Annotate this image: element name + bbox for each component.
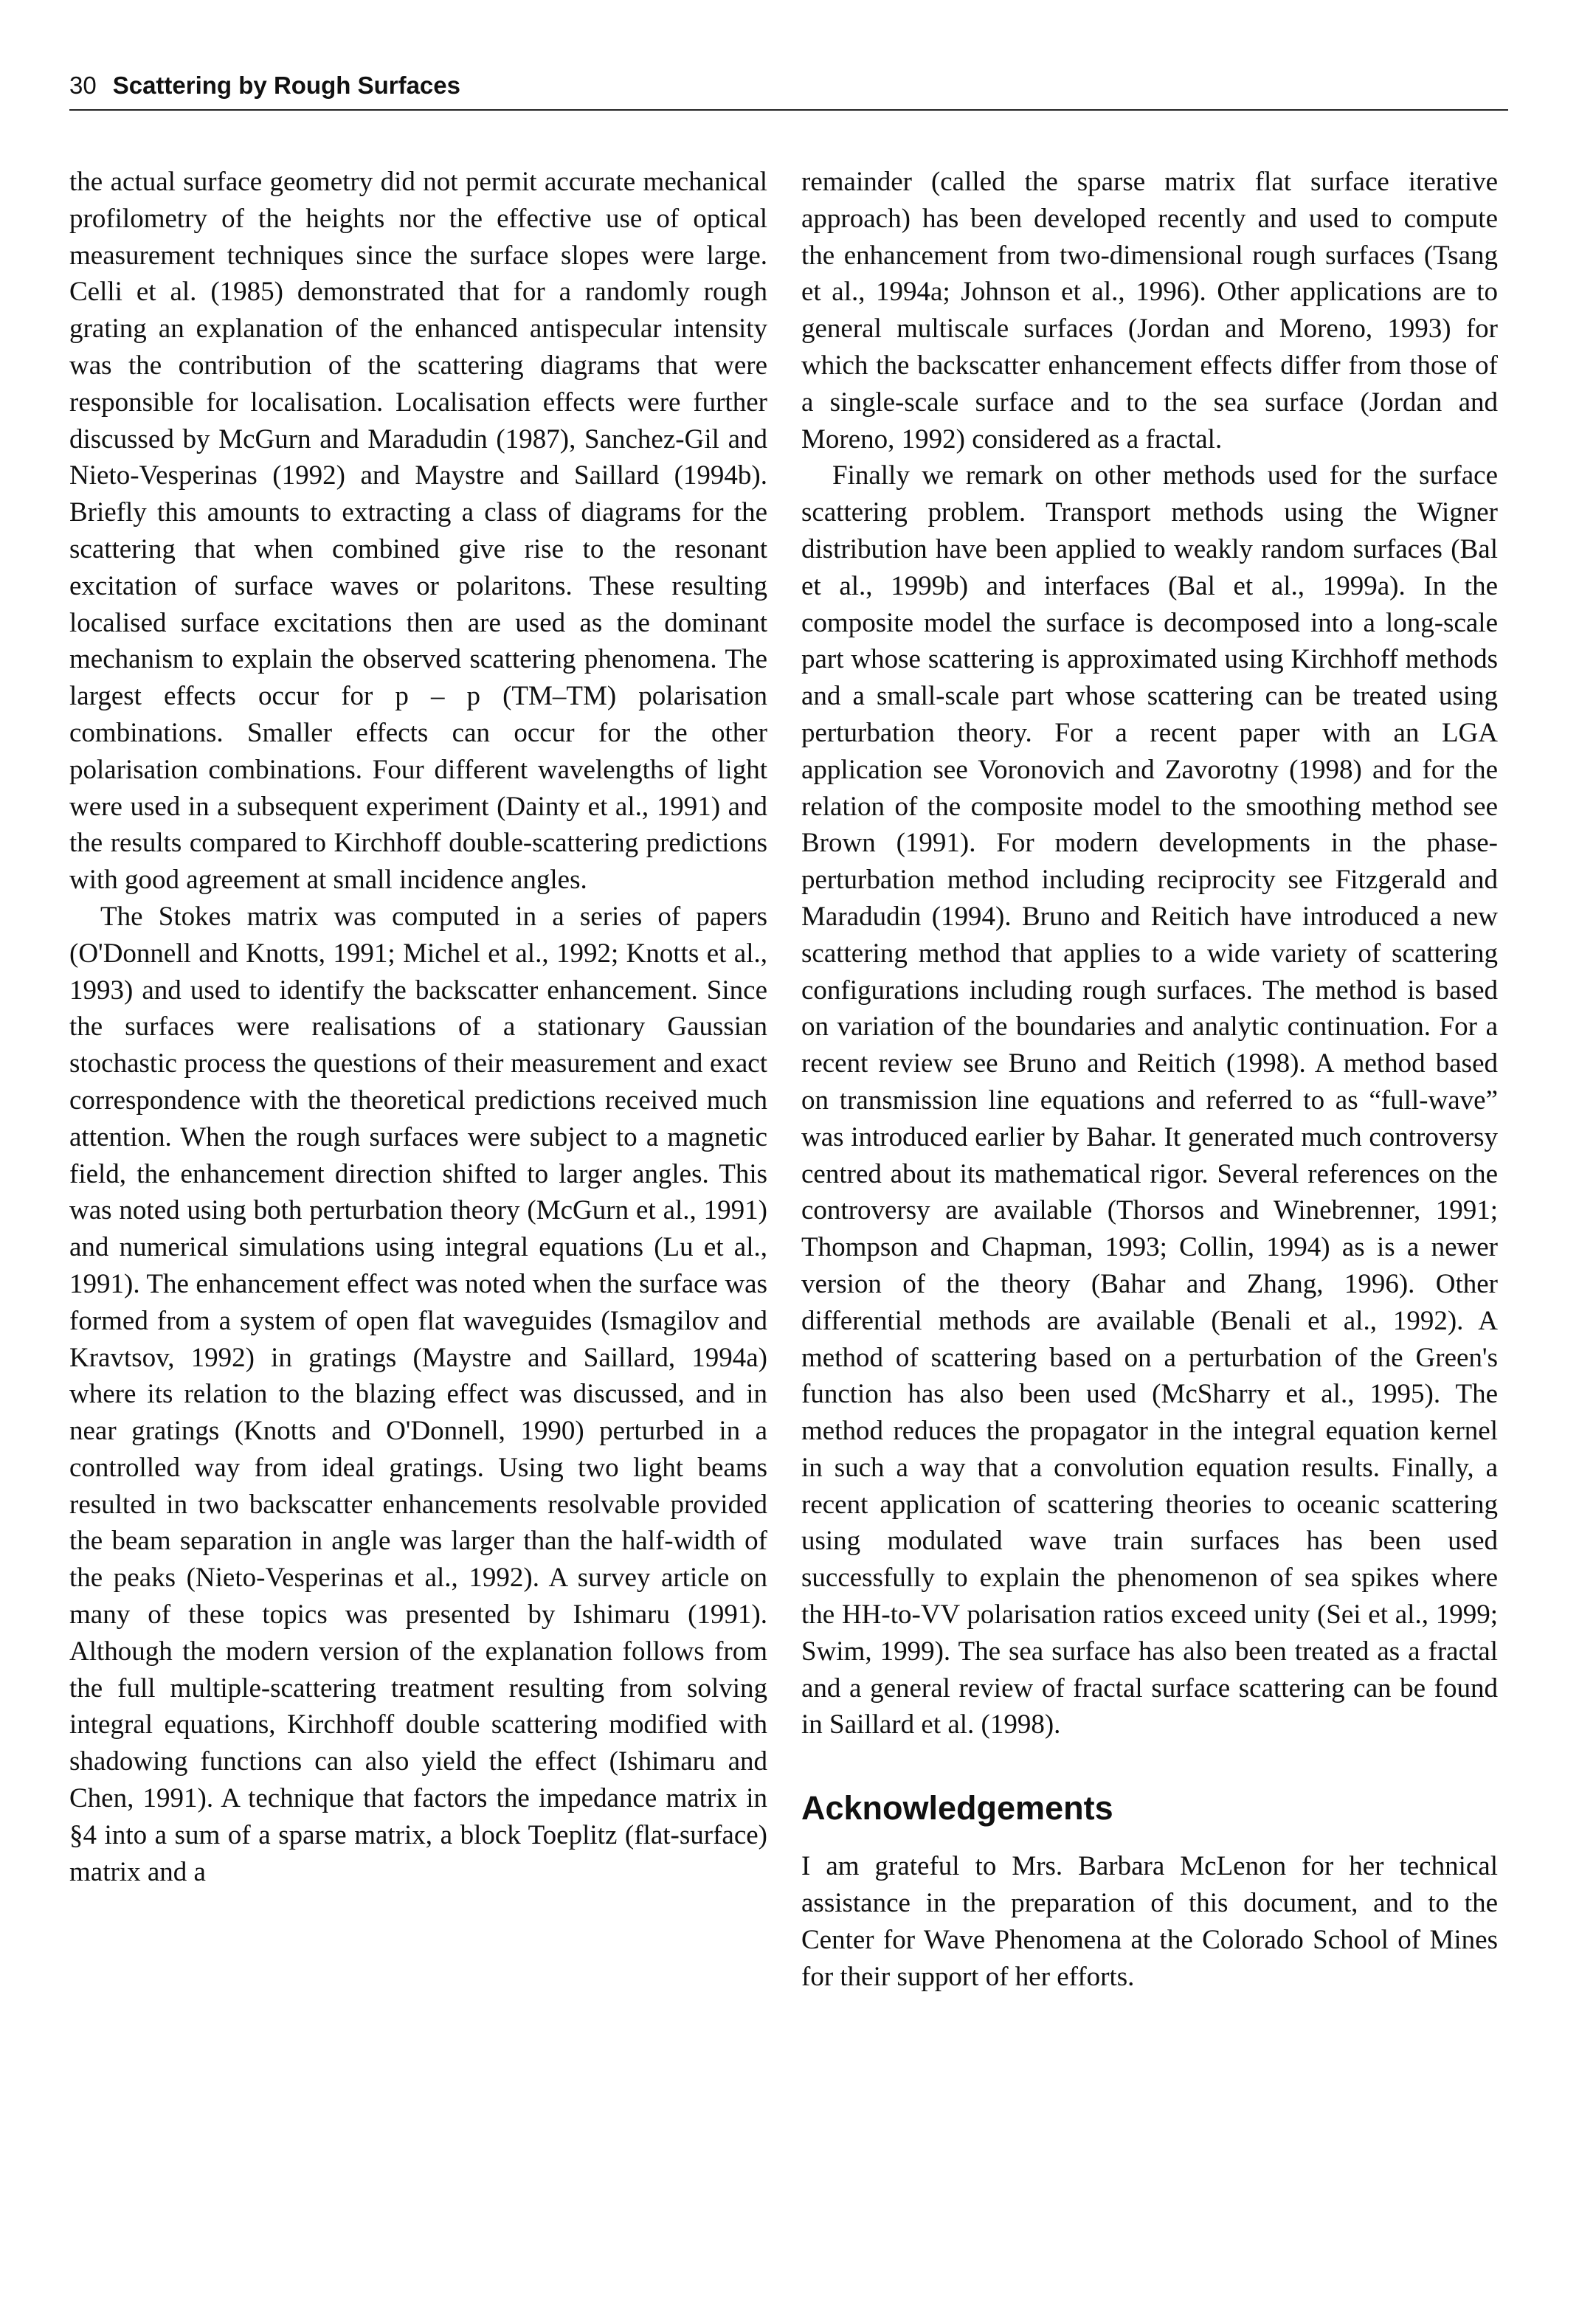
left-column [69,164,767,1890]
page-number: 30 [69,72,97,99]
running-title: Scattering by Rough Surfaces [112,72,460,99]
paragraph-other-methods: Finally we remark on other methods used for the surface scattering problem. Transport methods using the Wigner distribution have been applied to weakly random surfaces (Bal et al., 1999b) and interfaces (Bal et al., 1999a). In the composite model the surface is decomposed into a long-scale part whose scattering is approximated using Kirchhoff methods and a small-scale part whose scattering can be treated using perturbation theory. For a recent paper with an LGA application see Voronovich and Zavorotny (1998) and for the relation of the composite model to the smoothing method see Brown (1991). For modern developments in the phase-perturbation method including reciprocity see Fitzgerald and Maradudin (1994). Bruno and Reitich have introduced a new scattering method that applies to a wide variety of scattering configurations including rough surfaces. The method is based on variation of the boundaries and analytic continuation. For a recent review see Bruno and Reitich (1998). A method based on transmission line equations and referred to as “full-wave” was introduced earlier by Bahar. It generated much controversy centred about its mathematical rigor. Several references on the controversy are available (Thorsos and Winebrenner, 1991; Thompson and Chapman, 1993; Collin, 1994) as is a newer version of the theory (Bahar and Zhang, 1996). Other differential methods are available (Benali et al., 1992). A method of scattering based on a perturbation of the Green's function has also been used (McSharry et al., 1995). The method reduces the propagator in the integral equation kernel in such a way that a convolution equation results. Finally, a recent application of scattering theories to oceanic scattering using modulated wave train surfaces has been used successfully to explain the phenomenon of sea spikes where the HH-to-VV polarisation ratios exceed unity (Sei et al., 1999; Swim, 1999). The sea surface has also been treated as a fractal and a general review of fractal surface scattering can be found in Saillard et al. (1998). [801,460,1498,1740]
acknowledgements-heading: Acknowledgements [801,1789,1113,1827]
paragraph-localisation: the actual surface geometry did not permit accurate mechanical profilometry of the heights nor the effective use of optical measurement techniques since the surface slopes were large. Celli et al. (1985) demonstrated that for a randomly rough grating an explanation of the enhanced antispecular intensity was the contribution of the scattering diagrams that were responsible for localisation. Localisation effects were further discussed by McGurn and Maradudin (1987), Sanchez-Gil and Nieto-Vesperinas (1992) and Maystre and Saillard (1994b). Briefly this amounts to extracting a class of diagrams for the scattering that when combined give rise to the resonant excitation of surface waves or polaritons. These resulting localised surface excitations then are used as the dominant mechanism to explain the observed scattering phenomena. The largest effects occur for p – p (TM–TM) polarisation combinations. Smaller effects can occur for the other polarisation combinations. Four different wavelengths of light were used in a subsequent experiment (Dainty et al., 1991) and the results compared to Kirchhoff double-scattering predictions with good agreement at small incidence angles. [69,167,767,896]
running-header [69,71,1508,111]
paragraph-sparse-matrix: remainder (called the sparse matrix flat surface iterative approach) has been developed recently and used to compute the enhancement from two-dimensional rough surfaces (Tsang et al., 1994a; Johnson et al., 1996). Other applications are to general multiscale surfaces (Jordan and Moreno, 1993) for which the backscatter enhancement effects differ from those of a single-scale surface and to the sea surface (Jordan and Moreno, 1992) considered as a fractal. [801,167,1498,454]
paragraph-stokes-matrix: The Stokes matrix was computed in a series of papers (O'Donnell and Knotts, 1991; Michel et al., 1992; Knotts et al., 1993) and used to identify the backscatter enhancement. Since the surfaces were realisations of a stationary Gaussian stochastic process the questions of their measurement and exact correspondence with the theoretical predictions received much attention. When the rough surfaces were subject to a magnetic field, the enhancement direction shifted to larger angles. This was noted using both perturbation theory (McGurn et al., 1991) and numerical simulations using integral equations (Lu et al., 1991). The enhancement effect was noted when the surface was formed from a system of open flat waveguides (Ismagilov and Kravtsov, 1992) in gratings (Maystre and Saillard, 1994a) where its relation to the blazing effect was discussed, and in near gratings (Knotts and O'Donnell, 1990) perturbed in a controlled way from ideal gratings. Using two light beams resulted in two backscatter enhancements resolvable provided the beam separation in angle was larger than the half-width of the peaks (Nieto-Vesperinas et al., 1992). A survey article on many of these topics was presented by Ishimaru (1991). Although the modern version of the explanation follows from the full multiple-scattering treatment resulting from solving integral equations, Kirchhoff double scattering modified with shadowing functions can also yield the effect (Ishimaru and Chen, 1991). A technique that factors the impedance matrix in §4 into a sum of a sparse matrix, a block Toeplitz (flat-surface) matrix and a [69,901,767,1887]
right-column [801,164,1498,1995]
acknowledgements-text: I am grateful to Mrs. Barbara McLenon for her technical assistance in the preparation of this document, and to the Center for Wave Phenomena at the Colorado School of Mines for their support of her efforts. [801,1851,1498,1992]
